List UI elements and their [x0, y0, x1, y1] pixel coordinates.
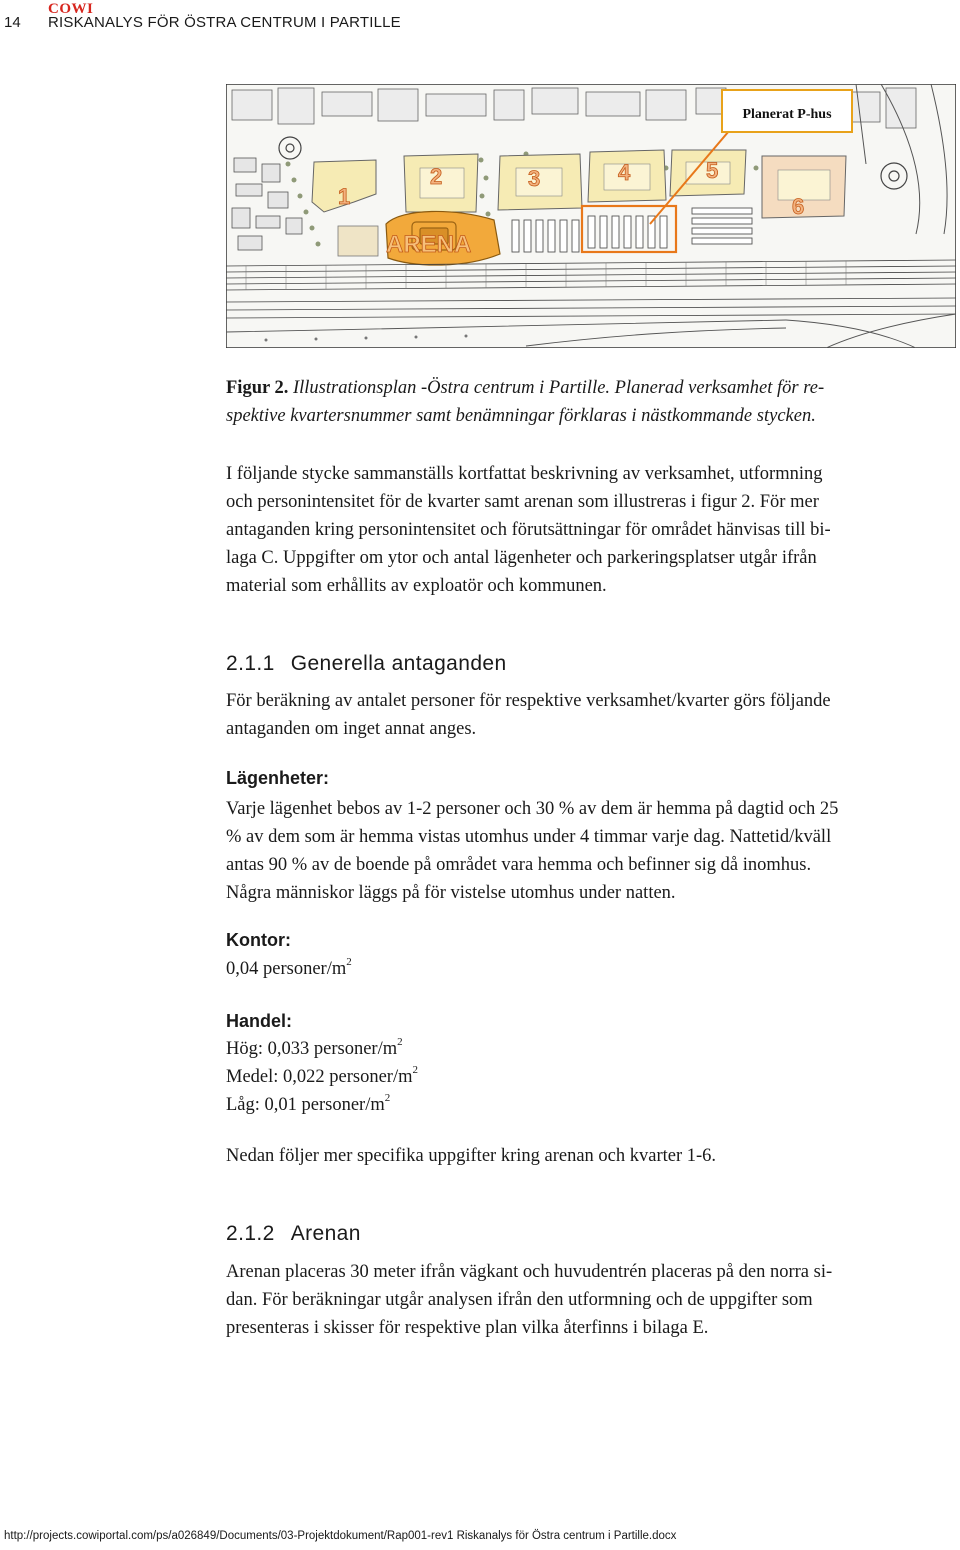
map-block-label-4: 4: [618, 160, 631, 185]
section-title: Arenan: [290, 1222, 361, 1245]
closing-text: Nedan följer mer specifika uppgifter kring arenan och kvarter 1-6.: [226, 1146, 717, 1166]
page-number: 14: [4, 14, 21, 31]
retail-medium: Medel: 0,022 personer/m: [226, 1067, 413, 1087]
retail-low: Låg: 0,01 personer/m: [226, 1095, 385, 1115]
apartments-paragraph: [226, 795, 838, 907]
map-block-label-1: 1: [338, 184, 351, 209]
exponent: 2: [346, 956, 352, 968]
intro-line: laga C. Uppgifter om ytor och antal lägenheter och parkeringsplatser utgår ifrån: [226, 548, 817, 568]
intro-line: och personintensitet för de kvarter samt arenan som illustreras i figur 2. För mer: [226, 492, 819, 512]
paragraph-line: presenteras i skisser för respektive plan vilka återfinns i bilaga E.: [226, 1318, 709, 1338]
retail-values: [226, 1035, 418, 1119]
map-arena-left: [338, 226, 378, 256]
paragraph-line: antaganden om inget annat anges.: [226, 719, 477, 739]
exponent: 2: [412, 1064, 418, 1076]
paragraph-line: % av dem som är hemma vistas utomhus under 4 timmar varje dag. Nattetid/kväll: [226, 827, 832, 847]
section-number: 2.1.1: [226, 652, 275, 675]
paragraph-line: För beräkning av antalet personer för respektive verksamhet/kvarter görs följande: [226, 691, 831, 711]
office-label: Kontor:: [226, 930, 291, 950]
paragraph-line: Arenan placeras 30 meter ifrån vägkant och huvudentrén placeras på den norra si-: [226, 1262, 833, 1282]
map-block-label-2: 2: [430, 164, 443, 189]
retail-label: Handel:: [226, 1011, 293, 1031]
section-title: Generella antaganden: [290, 652, 507, 675]
intro-line: I följande stycke sammanställs kortfattat beskrivning av verksamhet, utformning: [226, 464, 823, 484]
map-block-label-5: 5: [706, 158, 719, 183]
paragraph-line: antas 90 % av de boende på området vara hemma och befinner sig då inomhus.: [226, 855, 812, 875]
cowi-logo: COWI: [48, 1, 94, 17]
office-value: [226, 955, 352, 983]
paragraph-line: dan. För beräkningar utgår analysen ifrån den utformning och de uppgifter som: [226, 1290, 813, 1310]
intro-paragraph: [226, 460, 831, 600]
illustration-plan-map: [226, 84, 956, 348]
map-block-label-6: 6: [792, 194, 805, 219]
map-block-label-3: 3: [528, 166, 541, 191]
intro-line: material som erhållits av exploatör och kommunen.: [226, 576, 607, 596]
exponent: 2: [397, 1036, 403, 1048]
figure-caption-text: Illustrationsplan -Östra centrum i Partille. Planerad verksamhet för re-: [288, 378, 825, 398]
office-density: 0,04 personer/m: [226, 959, 347, 979]
figure-caption-text-2: spektive kvartersnummer samt benämningar förklaras i nästkommande stycken.: [226, 406, 816, 426]
paragraph-line: Varje lägenhet bebos av 1-2 personer och 30 % av dem är hemma på dagtid och 25: [226, 799, 839, 819]
closing-sentence: [226, 1142, 716, 1170]
section-heading-2-1-2: [226, 1222, 361, 1246]
figure-caption: [226, 374, 824, 430]
paragraph-line: Några människor läggs på för vistelse utomhus under natten.: [226, 883, 676, 903]
map-arena-label: ARENA: [386, 231, 472, 258]
figure-caption-label: Figur 2.: [226, 378, 289, 398]
footer-url[interactable]: http://projects.cowiportal.com/ps/a026849/Documents/03-Projektdokument/Rap001-rev1 Riskanalys för Östra centrum i Partille.docx: [4, 1530, 677, 1542]
exponent: 2: [384, 1092, 391, 1104]
intro-line: antaganden kring personintensitet och förutsättningar för området hänvisas till bi-: [226, 520, 831, 540]
arena-paragraph: [226, 1258, 832, 1342]
map-callout-text: Planerat P-hus: [742, 107, 832, 122]
report-title: RISKANALYS FÖR ÖSTRA CENTRUM I PARTILLE: [48, 14, 401, 31]
section-number: 2.1.2: [226, 1222, 275, 1245]
section-heading-2-1-1: [226, 652, 507, 676]
apartments-label: Lägenheter:: [226, 768, 330, 788]
retail-high: Hög: 0,033 personer/m: [226, 1039, 398, 1059]
general-assumptions-paragraph: [226, 687, 831, 743]
